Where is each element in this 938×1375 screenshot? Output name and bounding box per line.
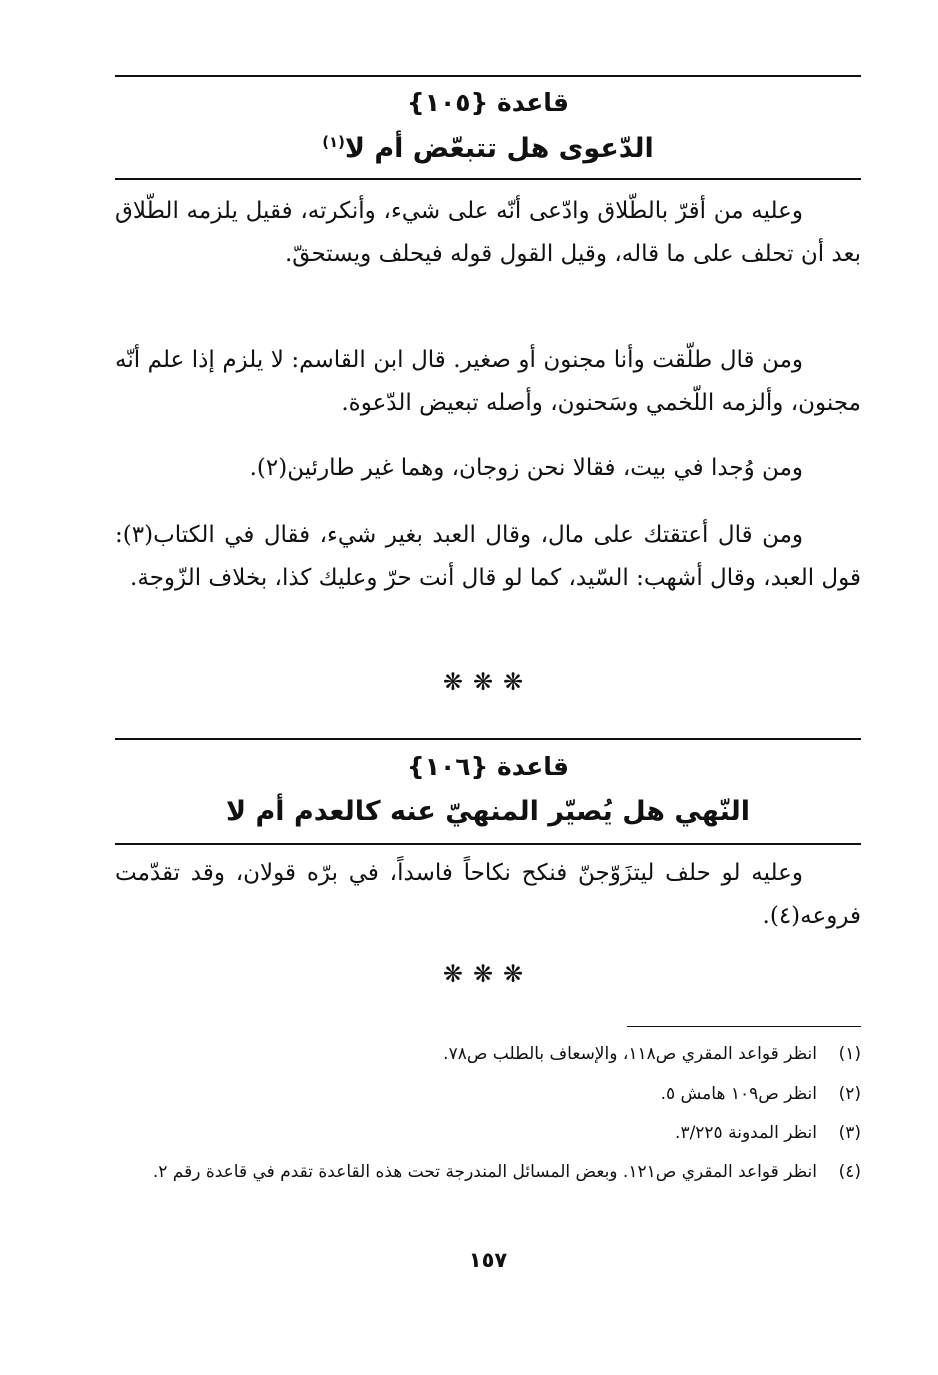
footnote-text: انظر قواعد المقري ص١١٨، والإسعاف بالطلب ص٧٨. [443,1044,817,1064]
rule-105-title: الدّعوى هل تتبعّض أم لا [344,133,654,164]
rule-105-paragraph-1: وعليه من أقرّ بالطّلاق وادّعى أنّه على شيء، وأنكرته، فقيل يلزمه الطّلاق بعد أن تحلف على ما قاله، وقيل القول قوله فيحلف ويستحقّ. [115,198,861,267]
footnote-text: انظر المدونة ٣/٢٢٥. [675,1123,817,1143]
rule-106-label: قاعدة {١٠٦} [406,752,570,781]
rule-106-top-rule [115,738,861,740]
footnote-text: انظر قواعد المقري ص١٢١. وبعض المسائل المندرجة تحت هذه القاعدة تقدم في قاعدة رقم ٢. [152,1162,817,1182]
footnote-separator [627,1026,861,1027]
footnote-2 [115,1078,861,1110]
rule-105-paragraph-4: ومن قال أعتقتك على مال، وقال العبد بغير شيء، فقال في الكتاب(٣): قول العبد، وقال أشهب: السّيد، كما لو قال أنت حرّ وعليك كذا، بخلاف الزّوجة. [115,522,861,591]
rule-106-title: النّهي هل يُصيّر المنهيّ عنه كالعدم أم لا [226,796,750,827]
footnote-number: (١) [838,1044,861,1064]
section-separator: ❋❋❋ [442,668,534,696]
section-separator: ❋❋❋ [442,960,534,988]
rule-106-bottom-rule [115,843,861,845]
top-rule [115,75,861,77]
footnote-1 [115,1038,861,1070]
rule-106-paragraph-1: وعليه لو حلف ليتزَوّجنّ فنكح نكاحاً فاسداً، في برّه قولان، وقد تقدّمت فروعه(٤). [115,860,861,929]
rule-105-paragraph-3: ومن وُجدا في بيت، فقالا نحن زوجان، وهما غير طارئين(٢). [249,455,803,481]
footnote-number: (٤) [838,1162,861,1182]
rule-105-title-line [115,133,861,164]
footnote-4 [115,1156,861,1188]
page-number: ١٥٧ [468,1248,508,1272]
rule-105-paragraph-2: ومن قال طلّقت وأنا مجنون أو صغير. قال ابن القاسم: لا يلزم إذا علم أنّه مجنون، وألزمه اللّخمي وسَحنون، وأصله تبعيض الدّعوة. [115,347,861,416]
rule-105-bottom-rule [115,178,861,180]
rule-105-title-footnote-ref: (١) [322,133,345,151]
footnote-text: انظر ص١٠٩ هامش ٥. [660,1084,817,1104]
footnote-3 [115,1117,861,1149]
rule-105-label: قاعدة {١٠٥} [406,88,570,117]
footnote-number: (٣) [838,1123,861,1143]
footnote-number: (٢) [838,1084,861,1104]
